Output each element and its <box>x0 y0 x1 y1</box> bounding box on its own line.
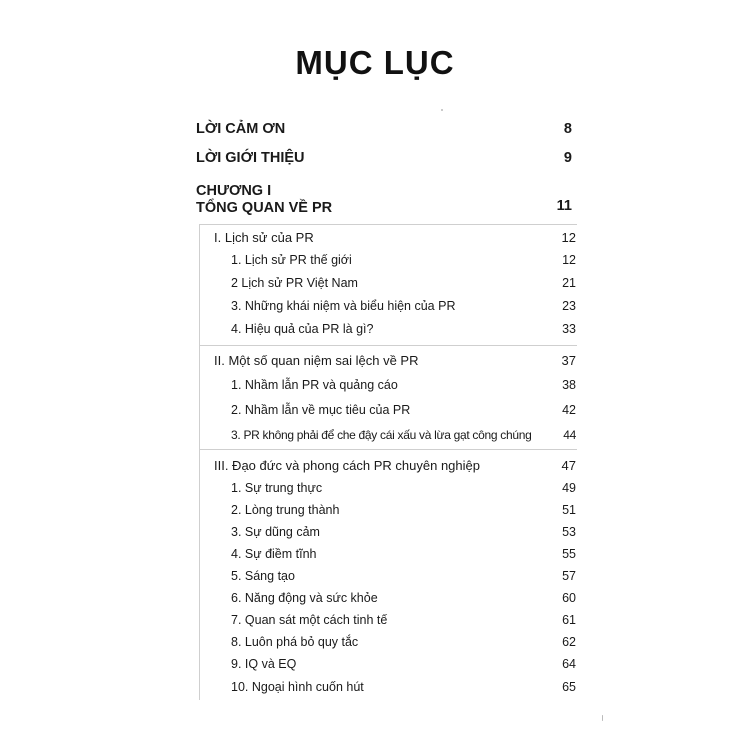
section-label: II. Một số quan niệm sai lệch về PR <box>214 353 419 368</box>
item-label: 9. IQ và EQ <box>231 657 297 671</box>
item-label: 8. Luôn phá bỏ quy tắc <box>231 635 359 649</box>
item-page: 12 <box>562 253 576 267</box>
item-page: 57 <box>562 569 576 583</box>
section-page: 37 <box>561 353 576 368</box>
item-label: 2 Lịch sử PR Việt Nam <box>231 276 358 290</box>
entry-label: LỜI CẢM ƠN <box>196 121 286 137</box>
divider <box>199 224 577 225</box>
item-label: 2. Nhầm lẫn về mục tiêu của PR <box>231 403 411 417</box>
item-label: 7. Quan sát một cách tinh tế <box>231 613 388 627</box>
entry-page: 9 <box>563 150 572 166</box>
toc-entry-chuong-1 <box>196 183 576 223</box>
item-page: 21 <box>562 276 576 290</box>
divider <box>199 345 577 346</box>
divider <box>199 449 577 450</box>
item-page: 44 <box>563 428 576 442</box>
chapter-title: TỔNG QUAN VỀ PR <box>196 200 333 216</box>
item-label: 2. Lòng trung thành <box>231 503 340 517</box>
item-page: 53 <box>562 525 576 539</box>
item-page: 51 <box>562 503 576 517</box>
entry-page: 11 <box>556 198 572 214</box>
item-page: 60 <box>562 591 576 605</box>
item-page: 55 <box>562 547 576 561</box>
item-label: 6. Năng động và sức khỏe <box>231 591 378 605</box>
item-page: 33 <box>562 322 576 336</box>
item-label: 4. Sự điềm tĩnh <box>231 547 317 561</box>
item-page: 64 <box>562 657 576 671</box>
item-label: 1. Nhầm lẫn PR và quảng cáo <box>231 378 398 392</box>
item-page: 49 <box>562 481 576 495</box>
item-page: 42 <box>562 403 576 417</box>
section-page: 12 <box>561 230 576 245</box>
item-page: 62 <box>562 635 576 649</box>
entry-label: LỜI GIỚI THIỆU <box>196 150 305 166</box>
item-label: 3. Sự dũng cảm <box>231 525 320 539</box>
item-page: 38 <box>562 378 576 392</box>
item-label: 4. Hiệu quả của PR là gì? <box>231 322 374 336</box>
entry-page: 8 <box>563 121 572 137</box>
chapter-number: CHƯƠNG I <box>196 183 272 199</box>
section-label: III. Đạo đức và phong cách PR chuyên nghiệp <box>214 458 480 473</box>
scan-speck <box>441 109 443 111</box>
item-label: 10. Ngoại hình cuốn hút <box>231 680 364 694</box>
item-label: 3. Những khái niệm và biểu hiện của PR <box>231 299 456 313</box>
item-page: 23 <box>562 299 576 313</box>
item-label: 1. Sự trung thực <box>231 481 323 495</box>
item-label: 1. Lịch sử PR thế giới <box>231 253 352 267</box>
section-label: I. Lịch sử của PR <box>214 230 314 245</box>
item-label: 5. Sáng tạo <box>231 569 295 583</box>
item-label: 3. PR không phải để che đậy cái xấu và lừa gạt công chúng <box>231 428 532 442</box>
item-page: 65 <box>562 680 576 694</box>
indent-rule <box>199 224 200 700</box>
item-page: 61 <box>562 613 576 627</box>
section-page: 47 <box>561 458 576 473</box>
page-title: MỤC LỤC <box>295 44 455 81</box>
scan-speck <box>602 715 603 721</box>
